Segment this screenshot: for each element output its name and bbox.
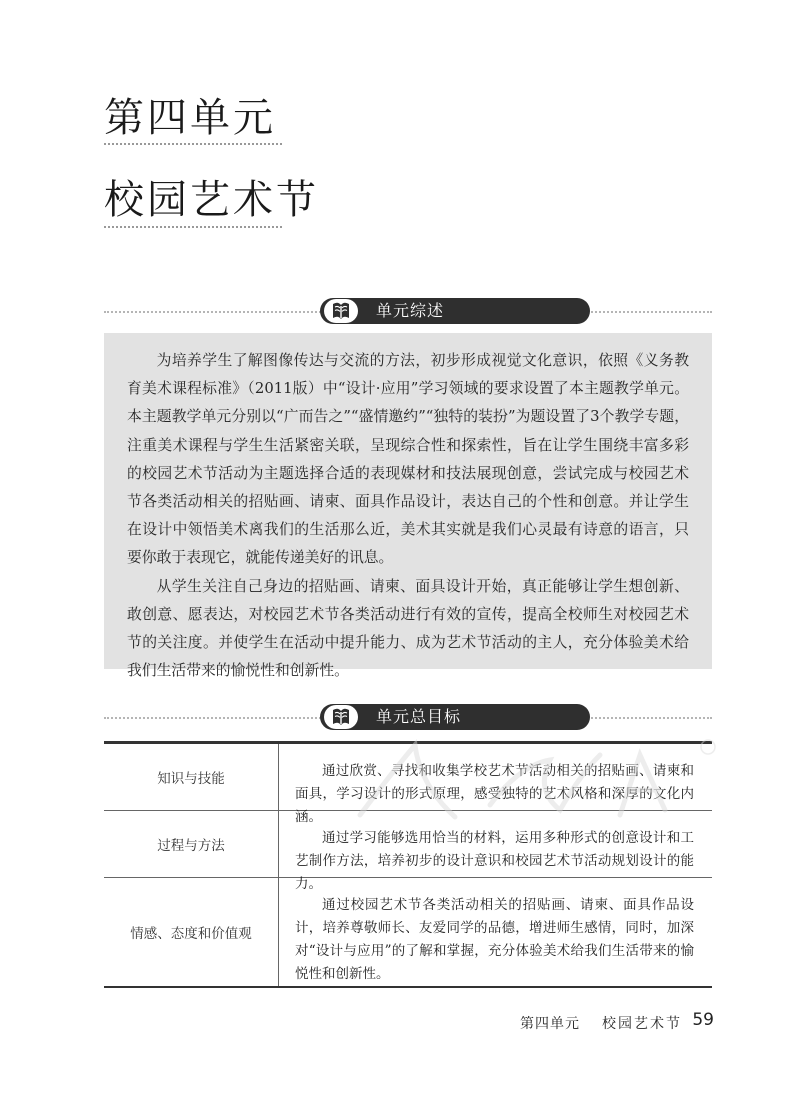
section-pill (320, 704, 590, 730)
overview-heading: 单元综述 (376, 301, 445, 320)
overview-paragraph: 从学生关注自己身边的招贴画、请柬、面具设计开始，真正能够让学生想创新、敢创意、愿表达，对校园艺术节各类活动进行有效的宣传，提高全校师生对校园艺术节的关注度。并使学生在活动中提升能力、成为艺术节活动的主人，充分体验美术给我们生活带来的愉悦性和创新性。 (127, 577, 689, 680)
book-icon (324, 299, 358, 323)
overview-section-header (104, 298, 712, 324)
footer-unit: 第四单元 (520, 1016, 580, 1032)
book-icon (324, 705, 358, 729)
goal-label: 情感、态度和价值观 (104, 878, 279, 986)
table-row (104, 744, 712, 825)
goals-heading: 单元总目标 (376, 707, 462, 726)
page-footer (0, 1010, 800, 1034)
overview-box (104, 333, 712, 680)
footer-unit-name: 校园艺术节 (602, 1016, 682, 1032)
goal-text: 通过学习能够选用恰当的材料，运用多种形式的创意设计和工艺制作方法，培养初步的设计意识和校园艺术节活动规划设计的能力。 (295, 830, 694, 892)
table-row (104, 878, 712, 986)
title-divider (104, 143, 282, 145)
goal-label: 过程与方法 (104, 811, 279, 877)
table-row (104, 811, 712, 892)
goal-text: 通过校园艺术节各类活动相关的招贴画、请柬、面具作品设计，培养尊敬师长、友爱同学的品德，增进师生感情，同时，加深对“设计与应用”的了解和掌握，充分体验美术给我们生活带来的愉悦性和创新性。 (295, 897, 694, 982)
goal-text: 通过欣赏、寻找和收集学校艺术节活动相关的招贴画、请柬和面具，学习设计的形式原理，感受独特的艺术风格和深厚的文化内涵。 (295, 763, 694, 825)
subtitle-divider (104, 226, 282, 228)
unit-subtitle: 校园艺术节 (104, 177, 319, 223)
goals-table (104, 741, 712, 988)
overview-paragraph: 为培养学生了解图像传达与交流的方法，初步形成视觉文化意识，依照《义务教育美术课程标准》（2011版）中“设计·应用”学习领域的要求设置了本主题教学单元。本主题教学单元分别以“广而告之”“盛情邀约”“独特的装扮”为题设置了3个教学专题，注重美术课程与学生生活紧密关联，呈现综合性和探索性，旨在让学生围绕丰富多彩的校园艺术节活动为主题选择合适的表现媒材和技法展现创意，尝试完成与校园艺术节各类活动相关的招贴画、请柬、面具作品设计，表达自己的个性和创意。并让学生在设计中领悟美术离我们的生活那么近，美术其实就是我们心灵最有诗意的语言，只要你敢于表现它，就能传递美好的讯息。 (127, 352, 689, 567)
page-number: 59 (692, 1010, 714, 1030)
unit-title: 第四单元 (104, 95, 276, 141)
goal-label: 知识与技能 (104, 744, 279, 810)
section-pill (320, 298, 590, 324)
goals-section-header (104, 704, 712, 730)
